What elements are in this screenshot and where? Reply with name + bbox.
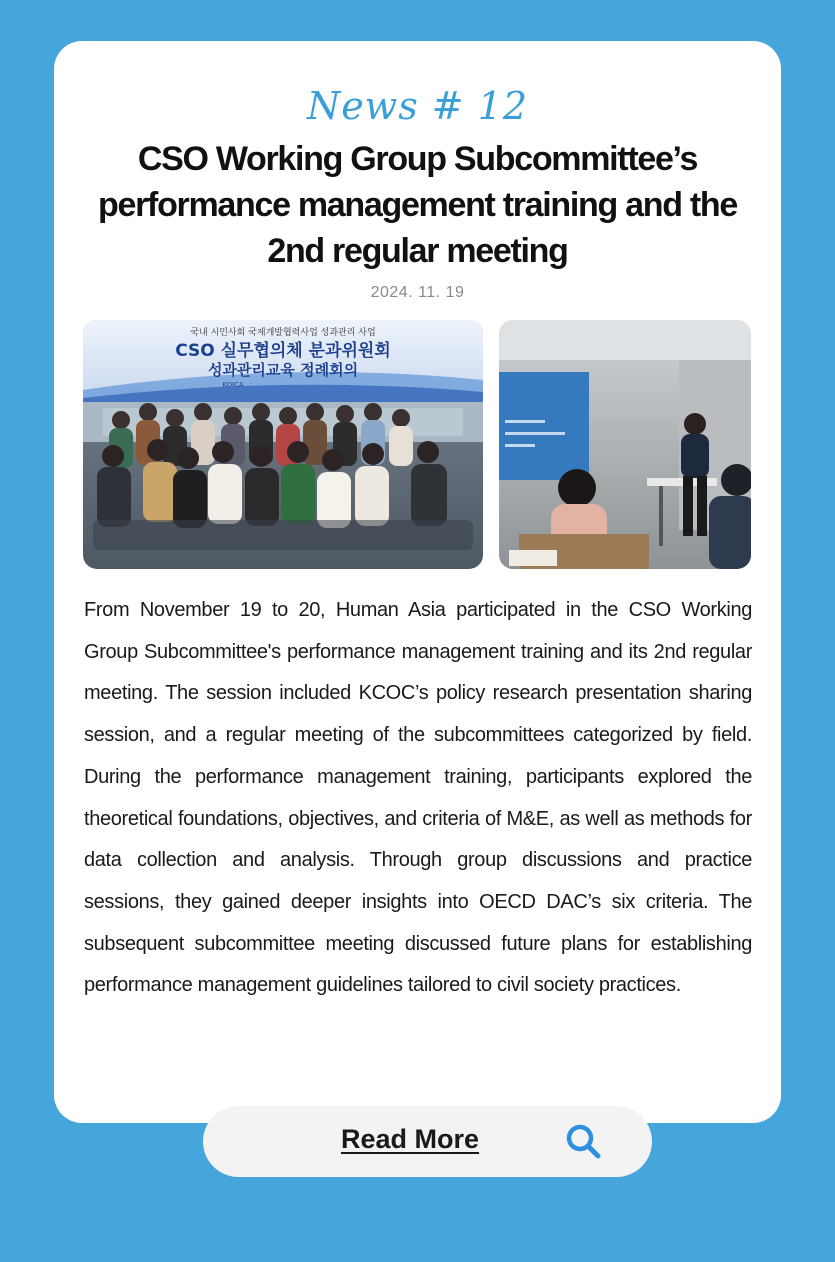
news-number-tag: News # 12 [306, 84, 529, 128]
news-title: CSO Working Group Subcommittee’s performance management training and the 2nd regular meeting [98, 140, 737, 270]
presentation-photo [499, 320, 751, 569]
banner-title-line2: 성과관리교육 정례회의 [207, 361, 359, 379]
search-icon [564, 1122, 604, 1162]
read-more-button[interactable] [203, 1106, 652, 1177]
news-body: From November 19 to 20, Human Asia participated in the CSO Working Group Subcommittee's performance management training and its 2nd regular meeting. The session included KCOC’s policy research presentation sharing session, and a regular meeting of the subcommittees categorized by field. During the performance management training, participants explored the theoretical foundations, objectives, and criteria of M&E, as well as methods for data collection and analysis. Through group discussions and practice sessions, they gained deeper insights into OECD DAC’s six criteria. The subsequent subcommittee meeting discussed future plans for establishing performance management guidelines tailored to civil society practices. [84, 599, 752, 997]
banner-logo: KOICA [222, 381, 244, 389]
read-more-label: Read More [341, 1124, 480, 1154]
news-date: 2024. 11. 19 [370, 284, 465, 301]
banner-title-line1: CSO 실무협의체 분과위원회 [175, 341, 391, 361]
group-photo [83, 320, 483, 569]
banner-subtitle: 국내 시민사회 국제개발협력사업 성과관리 사업 [190, 328, 376, 338]
